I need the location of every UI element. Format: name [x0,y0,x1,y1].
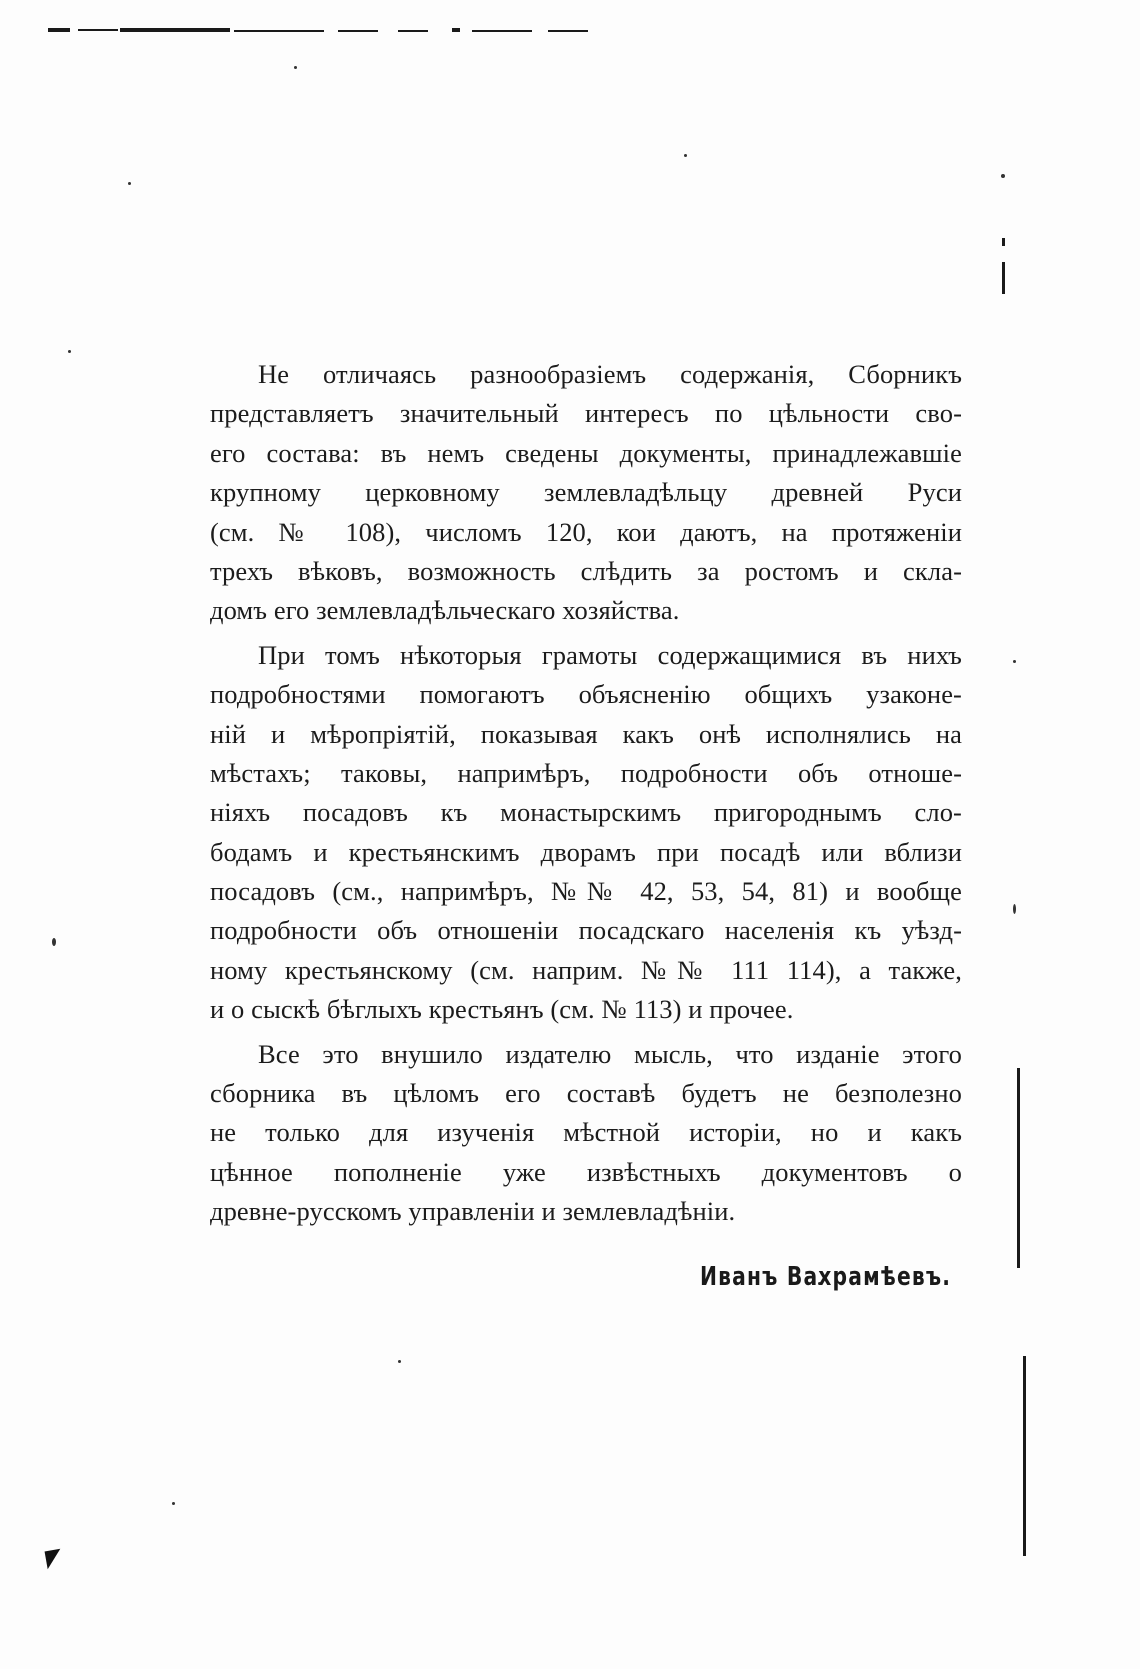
text-line: домъ его землевладѣльческаго хозяйства. [210,595,680,626]
text-line: ному крестьянскому (см. наприм. №№ 111 114), а также, [210,954,962,985]
scan-artifact-top [48,28,608,34]
paragraph-2 [210,636,962,1030]
text-line: подробности объ отношеніи посадскаго населенія къ уѣзд- [210,915,962,946]
scan-speck [1013,660,1016,663]
scan-speck [52,938,56,946]
paragraph-1 [210,355,962,631]
text-line: крупному церковному землевладѣльцу древней Руси [210,477,962,508]
scan-speck [1013,904,1016,914]
text-line: мѣстахъ; таковы, напримѣръ, подробности объ отноше- [210,757,962,788]
text-line: При томъ нѣкоторыя грамоты содержащимися въ нихъ [258,639,962,670]
author-signature: Иванъ Вахрамѣевъ. [700,1262,952,1292]
text-line: Не отличаясь разнообразіемъ содержанія, Сборникъ [258,359,962,389]
text-line: ніяхъ посадовъ къ монастырскимъ пригороднымъ сло- [210,797,962,828]
text-line: Все это внушило издателю мысль, что изданіе этого [258,1038,962,1069]
paragraph-3 [210,1035,962,1232]
text-line: ній и мѣропріятій, показывая какъ онѣ исполнялись на [210,718,962,749]
text-line: бодамъ и крестьянскимъ дворамъ при посадѣ или вблизи [210,836,962,867]
scan-edge-line [1002,238,1005,246]
text-line: трехъ вѣковъ, возможность слѣдить за ростомъ и скла- [210,555,962,586]
corner-mark-icon [45,1549,64,1570]
scan-speck [294,66,297,69]
scan-edge-line [1002,262,1005,294]
scan-speck [128,182,131,185]
scan-speck [1001,174,1005,178]
scan-speck [68,350,71,353]
text-line: посадовъ (см., напримѣръ, №№ 42, 53, 54, 81) и вообще [210,876,962,907]
scan-speck [684,154,687,157]
body-text [210,355,962,1237]
text-line: (см. № 108), числомъ 120, кои даютъ, на протяженіи [210,516,962,547]
scan-edge-line [1017,1068,1020,1268]
text-line: подробностями помогаютъ объясненію общихъ узаконе- [210,679,962,710]
scan-speck [172,1502,175,1505]
scan-speck [398,1360,401,1363]
text-line: древне-русскомъ управленіи и землевладѣніи. [210,1196,736,1227]
text-line: цѣнное пополненіе уже извѣстныхъ документовъ о [210,1156,962,1187]
text-line: представляетъ значительный интересъ по цѣльности сво- [210,398,962,429]
text-line: сборника въ цѣломъ его составѣ будетъ не безполезно [210,1078,962,1109]
text-line: и о сыскѣ бѣглыхъ крестьянъ (см. № 113) и прочее. [210,994,794,1025]
text-line: не только для изученія мѣстной исторіи, но и какъ [210,1117,962,1148]
scan-edge-line [1023,1356,1026,1556]
text-line: его состава: въ немъ сведены документы, принадлежавшіе [210,437,962,468]
